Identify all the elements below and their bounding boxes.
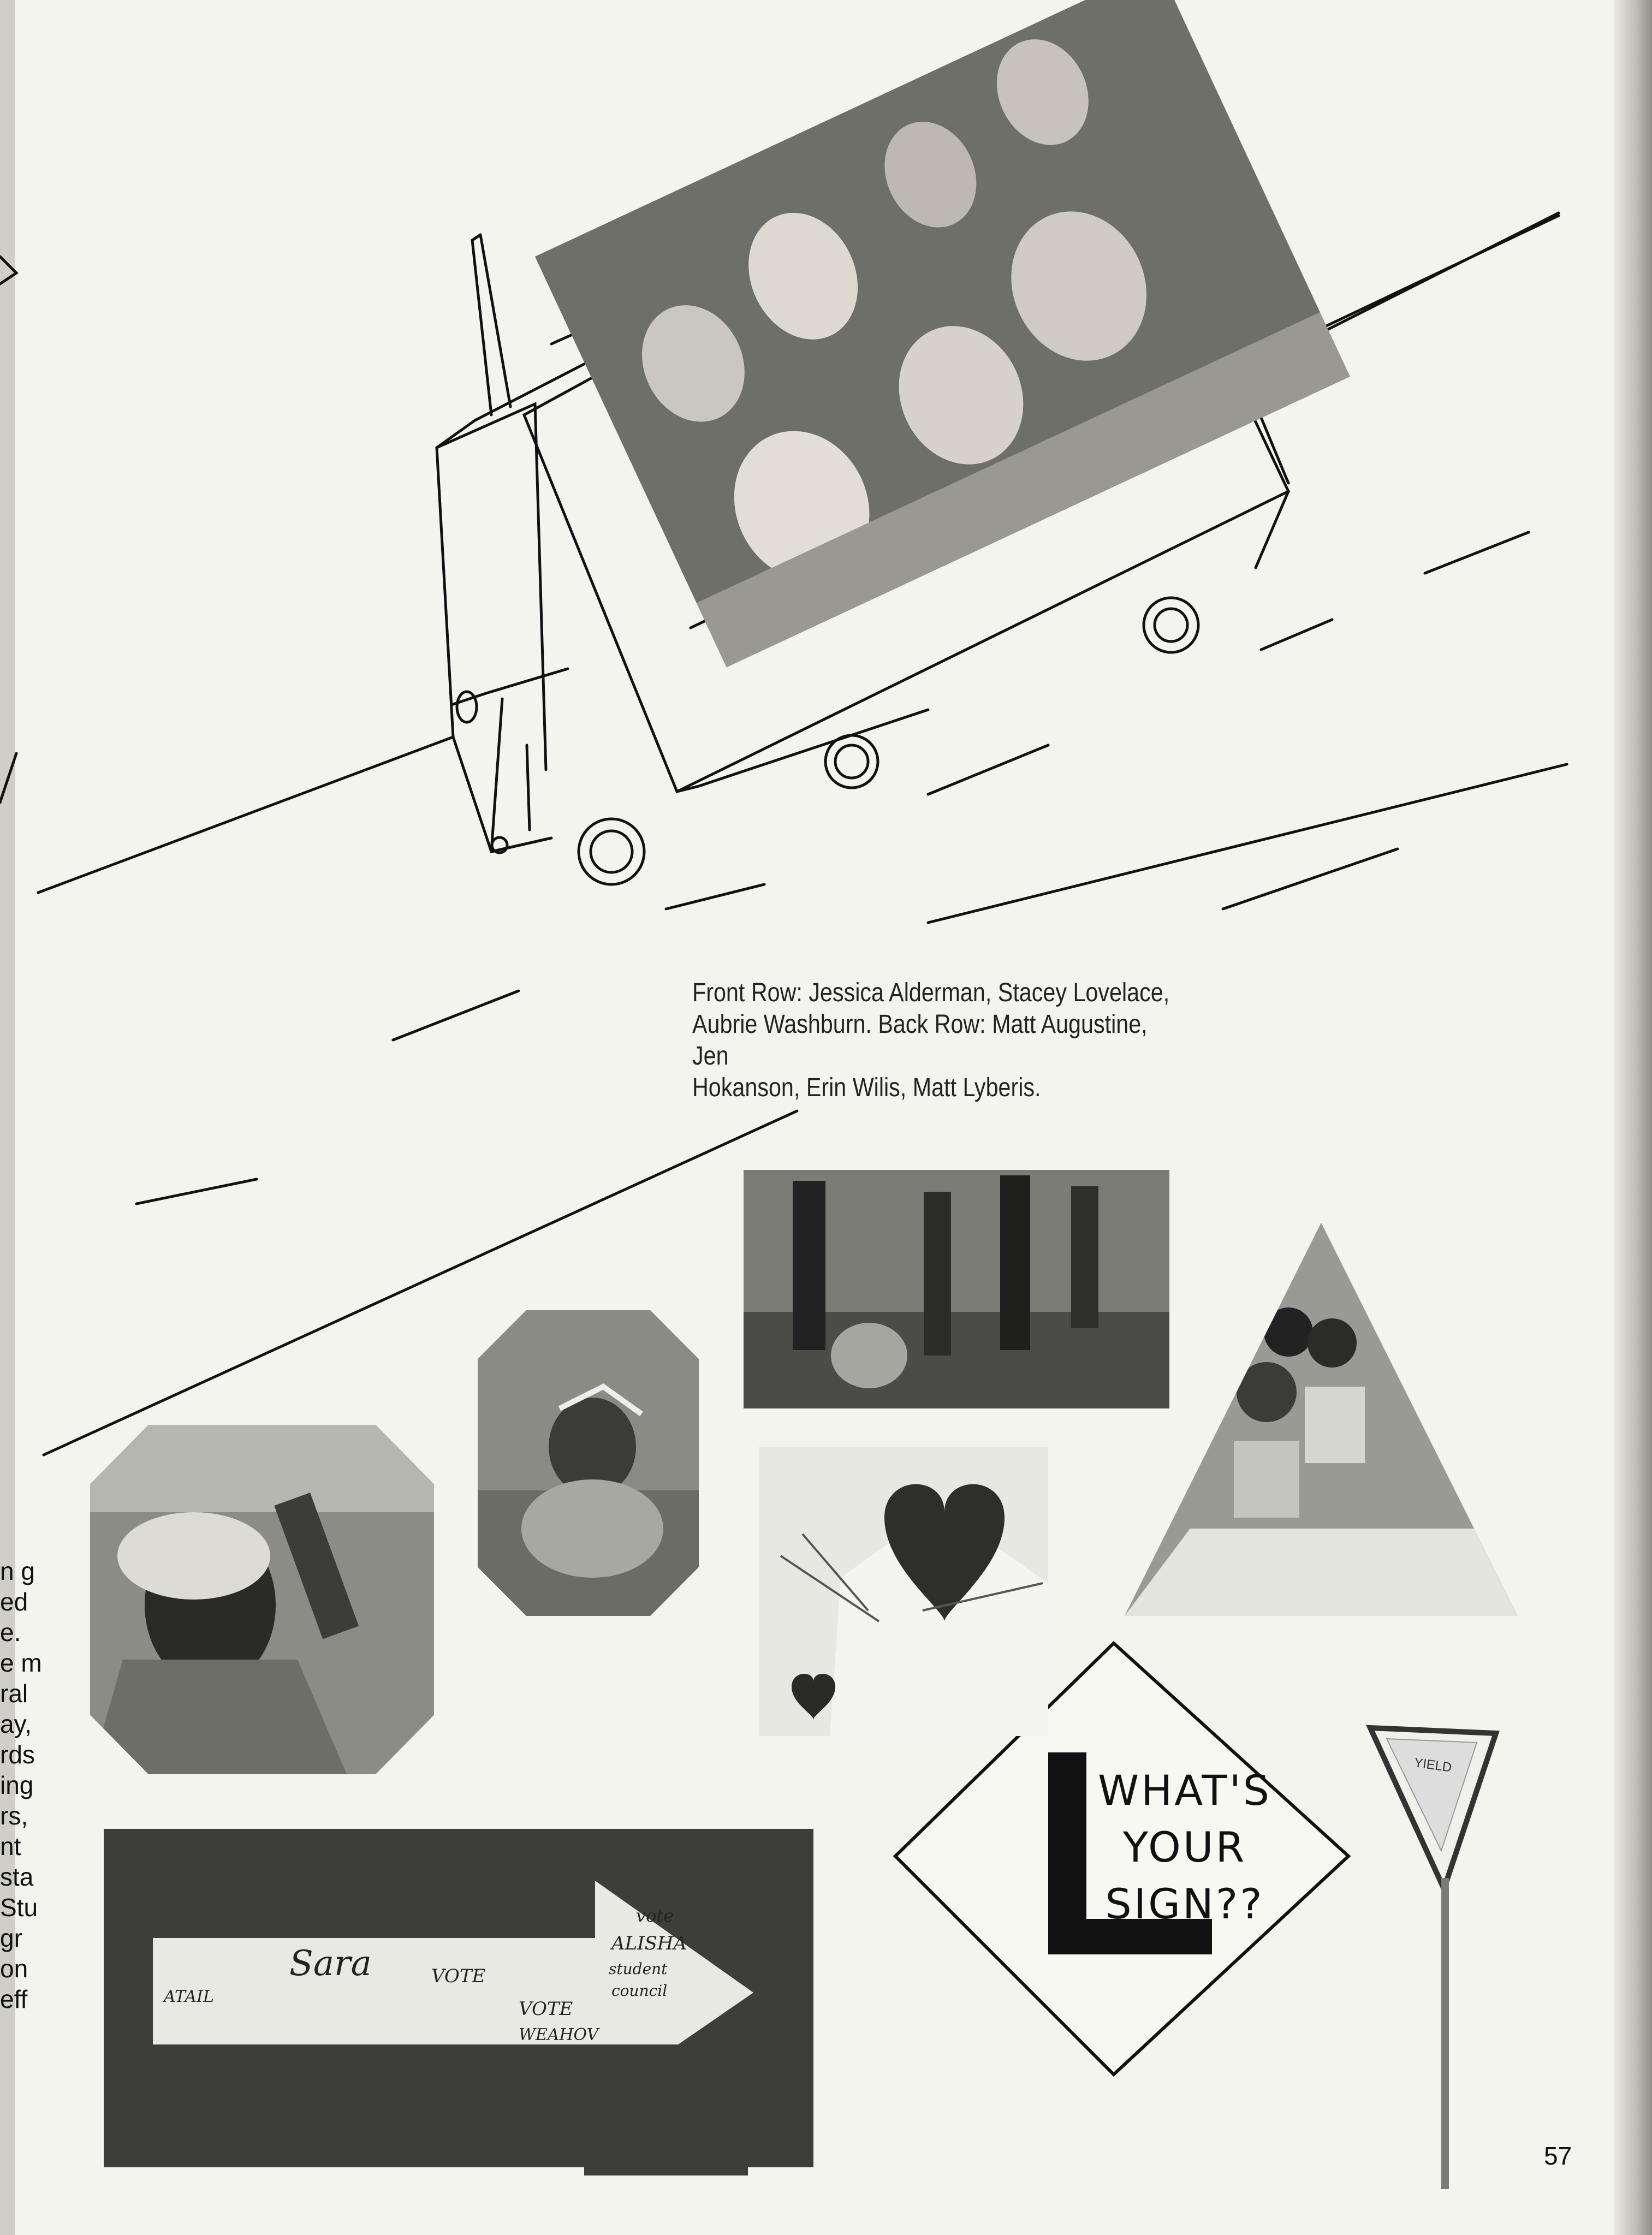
photo-caption: [692, 977, 1190, 1104]
caption-line: Hokanson, Erin Wilis, Matt Lyberis.: [692, 1073, 1041, 1102]
gutter-fragment: rs,: [0, 1802, 28, 1830]
heart-photo: [759, 1447, 1048, 1736]
gutter-fragment: Stu: [0, 1893, 38, 1922]
gutter-fragment: nt: [0, 1832, 21, 1860]
marchers-photo: [744, 1170, 1169, 1408]
sign-line: SIGN??: [1105, 1880, 1264, 1928]
vote-arrow-poster: [104, 1829, 813, 2167]
road-edge-line: [928, 764, 1567, 923]
page-number: 57: [1544, 2142, 1572, 2170]
caption-line: Aubrie Washburn. Back Row: Matt Augustine, Jen: [692, 1010, 1148, 1071]
gutter-fragment: n g: [0, 1557, 35, 1585]
road-edge-line: [38, 737, 453, 893]
gutter-fragment: gr: [0, 1924, 22, 1952]
gutter-fragment: ed: [0, 1588, 28, 1616]
gutter-fragment: eff: [0, 1985, 28, 2013]
gutter-fragment: on: [0, 1954, 28, 1983]
poster-text: Sara: [289, 1943, 372, 1984]
poster-text: WEAHOV: [519, 2025, 599, 2044]
gutter-fragment: ral: [0, 1679, 28, 1708]
yield-sign-label: YIELD: [1413, 1755, 1453, 1775]
gutter-fragment: sta: [0, 1863, 34, 1891]
poster-text: ATAIL: [164, 1987, 214, 2006]
gutter-fragment: e m: [0, 1649, 42, 1677]
poster-text: VOTE: [431, 1965, 486, 1987]
poster-text: ALISHA: [611, 1933, 687, 1954]
gutter-fragment: rds: [0, 1740, 35, 1769]
sign-line: YOUR: [1122, 1823, 1247, 1871]
poster-text: VOTE: [519, 1998, 573, 2020]
poster-text: vote: [636, 1905, 674, 1926]
poster-text: student: [609, 1960, 668, 1978]
gutter-fragment: e.: [0, 1618, 21, 1646]
caption-line: Front Row: Jessica Alderman, Stacey Lovelace,: [692, 978, 1170, 1007]
yield-post: [1441, 1878, 1449, 2189]
crawling-student-photo: [478, 1310, 699, 1616]
gutter-fragment: ing: [0, 1771, 34, 1799]
whats-your-sign-text: [1086, 1762, 1283, 1933]
sign-line: WHAT'S: [1098, 1766, 1271, 1815]
gutter-fragment: ay,: [0, 1710, 32, 1738]
poster-text: council: [611, 1982, 668, 2000]
speaker-photo: [90, 1425, 434, 1774]
